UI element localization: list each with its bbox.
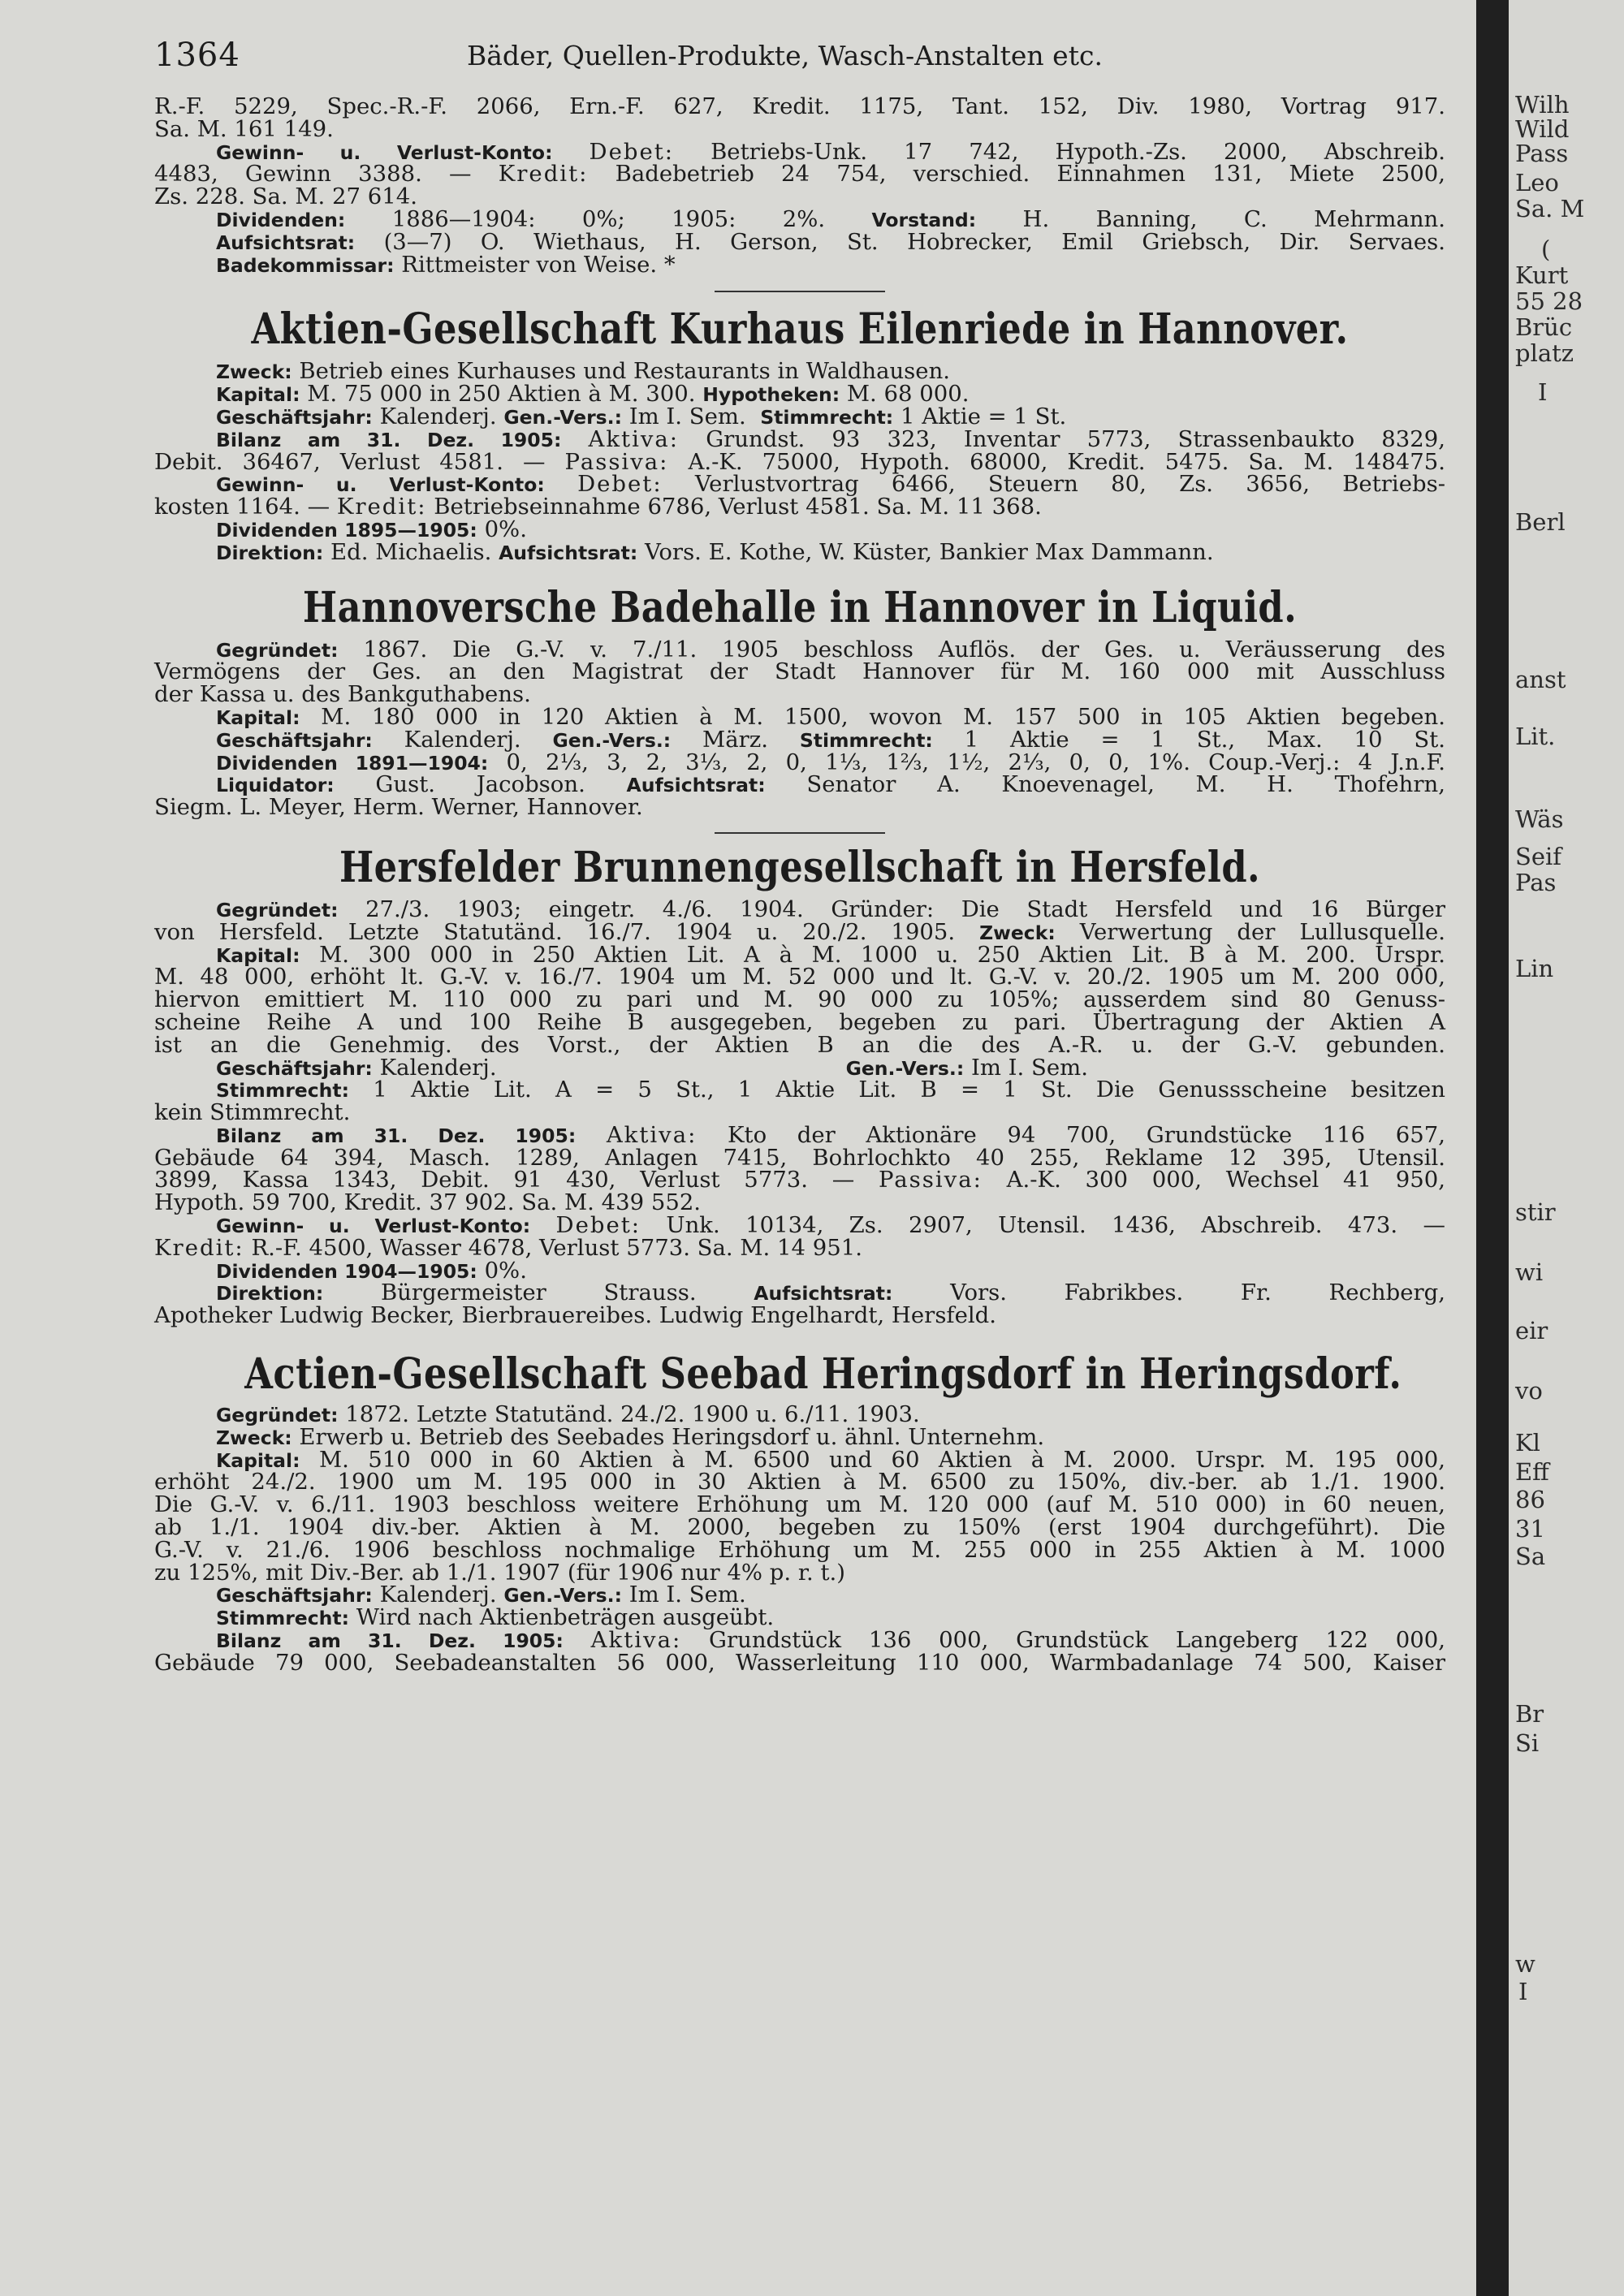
text-line: ist an die Genehmig. des Vorst., der Aktien B an die des A.-R. u. der G.-V. gebunden. [154,1031,1445,1058]
adjacent-page-fragment: Br [1515,1700,1544,1728]
field-label: Vorstand: [871,208,977,231]
entry-title: Hersfelder Brunnengesellschaft in Hersfeld. [339,842,1261,892]
adjacent-page-fragment: Lin [1515,955,1554,982]
entry-title: Actien-Gesellschaft Seebad Heringsdorf in Heringsdorf. [244,1349,1402,1400]
adjacent-page-fragment: w [1515,1950,1535,1978]
field-value: Im I. Sem. [628,1582,746,1608]
text-line [154,636,1445,662]
adjacent-page-fragment: Sa [1515,1543,1546,1570]
book-binding-gutter [1476,0,1509,2296]
entry-seebad-heringsdorf [154,1349,1445,1675]
text-line [154,1079,1445,1102]
text-line [154,771,1445,798]
adjacent-page-fragment: Si [1515,1729,1540,1757]
field-value: Grundstück 136 000, Grundstück Langeberg 122 000, [709,1627,1446,1654]
field-label: Gen.-Vers.: [552,728,672,752]
field-label: Stimmrecht: [799,728,933,752]
field-label: Stimmrecht: [216,1607,350,1630]
text-line [154,703,1446,730]
adjacent-page-fragment: stir [1515,1198,1556,1226]
field-value: 1 Aktie = 1 St. [900,403,1067,429]
field-label: Zweck: [216,360,292,384]
text-line [154,1169,1445,1192]
field-value: 1 Aktie = 1 St., Max. 10 St. [964,726,1445,753]
text-line [154,918,1445,945]
field-value: 1 Aktie Lit. A = 5 St., 1 Aktie Lit. B = 1 St. Die Genussscheine besitzen [373,1077,1445,1103]
field-value: Vors. Fabrikbes. Fr. Rechberg, [950,1280,1445,1306]
adjacent-page-fragment: 55 28 [1515,287,1583,315]
field-label: Bilanz am 31. Dez. 1905: [216,428,562,451]
field-value: Wird nach Aktienbeträgen ausgeübt. [356,1604,775,1631]
text-line: M. 48 000, erhöht lt. G.-V. v. 16./7. 1904 um M. 52 000 und lt. G.-V. v. 20./2. 1905 um M. 200 000, [154,964,1445,990]
adjacent-page-fragment: Pass [1515,140,1569,167]
text-line: Apotheker Ludwig Becker, Bierbrauereibes. Ludwig Engelhardt, Hersfeld. [154,1302,997,1329]
field-value: Betriebseinnahme 6786, Verlust 4581. Sa. M. 11 368. [434,494,1042,520]
field-value: Verwertung der Lullusquelle. [1079,918,1445,945]
text-line [154,1257,1445,1284]
adjacent-page-fragment: I [1538,378,1548,406]
field-value: 1872. Letzte Statutänd. 24./2. 1900 u. 6./11. 1903. [345,1401,920,1428]
field-label: Direktion: [216,1282,324,1306]
field-value: Kalenderj. [379,1582,497,1608]
field-value: 1886—1904: 0%; 1905: 2%. [391,205,826,232]
field-value: Betrieb eines Kurhauses und Restaurants in Waldhausen. [299,358,951,385]
text-line [154,726,1445,753]
field-label: Gewinn- u. Verlust-Konto: [216,140,553,164]
field-label: Kredit: [498,161,589,188]
adjacent-page-fragment: platz [1515,339,1574,367]
field-label: Aktiva: [606,1121,698,1148]
text-line: Vermögens der Ges. an den Magistrat der Stadt Hannover für M. 160 000 mit Ausschluss [154,658,1445,685]
text-line [154,448,1445,475]
field-label: Gewinn- u. Verlust-Konto: [216,473,545,497]
field-value: Rittmeister von Weise. * [401,251,676,278]
text-line: Zs. 228. Sa. M. 27 614. [154,183,417,210]
field-label: Direktion: [216,541,324,564]
field-value: Gust. Jacobson. [375,771,585,798]
entry-title: Aktien-Gesellschaft Kurhaus Eilenriede in Hannover. [251,304,1349,355]
field-label: Kredit: [336,494,427,520]
text-line [154,228,1445,255]
adjacent-page-fragment: wi [1515,1258,1544,1286]
field-value: M. 68 000. [846,381,970,408]
field-label: Zweck: [979,921,1056,944]
adjacent-page-fragment: eir [1515,1317,1548,1344]
field-label: Aufsichtsrat: [216,231,356,254]
adjacent-page-fragment: Pas [1515,869,1557,896]
field-label: Gen.-Vers.: [503,405,622,429]
text-line [154,538,1445,565]
field-value: Im I. Sem. [971,1054,1088,1081]
field-label: Kapital: [216,383,300,407]
adjacent-page-fragment: 31 [1515,1515,1545,1543]
field-label: Debet: [555,1212,641,1239]
adjacent-page-fragment: Wilh [1515,91,1570,119]
field-label: Geschäftsjahr: [216,1056,373,1080]
text-line [154,1423,1445,1450]
section-divider [715,832,885,834]
field-value: Im I. Sem. [628,403,746,429]
field-value: Erwerb u. Betrieb des Seebades Heringsdorf u. ähnl. Unternehm. [299,1423,1045,1450]
field-label: Gen.-Vers.: [845,1056,965,1080]
text-line: Gebäude 64 394, Masch. 1289, Anlagen 7415, Bohrlochkto 40 255, Reklame 12 395, Utensil. [154,1144,1445,1171]
field-value: R.-F. 4500, Wasser 4678, Verlust 5773. Sa. M. 14 951. [251,1234,863,1261]
field-label: Dividenden 1891—1904: [216,751,489,775]
text-line [154,1054,1445,1081]
entry-hersfelder-brunnen [154,842,1445,1327]
field-label: Bilanz am 31. Dez. 1905: [216,1629,564,1653]
text-line [154,403,1445,429]
adjacent-page-fragment: Wäs [1515,805,1564,833]
text-line [154,941,1445,968]
field-value: 0%. [484,1257,527,1284]
field-label: Gegründet: [216,898,339,921]
field-value: Debit. 36467, Verlust 4581. — [154,448,546,475]
text-line: Die G.-V. v. 6./11. 1903 beschloss weitere Erhöhung um M. 120 000 (auf M. 510 000) in 60 neuen, [154,1491,1445,1518]
text-line: ab 1./1. 1904 div.-ber. Aktien à M. 2000, begeben zu 150% (erst 1904 durchgeführt). Die [154,1514,1445,1541]
text-line: G.-V. v. 21./6. 1906 beschloss nochmalige Erhöhung um M. 255 000 in 255 Aktien à M. 1000 [154,1536,1445,1563]
text-line [154,516,1445,542]
field-label: Gen.-Vers.: [503,1584,622,1608]
text-line: hiervon emittiert M. 110 000 zu pari und M. 90 000 zu 105%; ausserdem sind 80 Genuss- [154,986,1445,1013]
text-line: Gebäude 79 000, Seebadeanstalten 56 000, Wasserleitung 110 000, Warmbadanlage 74 500, Kaiser [154,1649,1445,1676]
text-line [154,1584,1445,1607]
text-line [154,360,1445,383]
section-divider [715,291,885,292]
field-value: Vors. E. Kothe, W. Küster, Bankier Max Dammann. [645,538,1214,565]
field-value: 0%. [484,516,527,542]
adjacent-page-fragment: Berl [1515,508,1566,536]
text-line [154,163,1445,186]
field-value: März. [702,726,768,753]
adjacent-page-fragment: Leo [1515,169,1559,196]
field-value: A.-K. 300 000, Wechsel 41 950, [1006,1167,1445,1193]
text-line: R.-F. 5229, Spec.-R.-F. 2066, Ern.-F. 627, Kredit. 1175, Tant. 152, Div. 1980, Vortrag 917. [154,93,1445,119]
adjacent-page-fragment: Kl [1515,1429,1540,1457]
field-label: Geschäftsjahr: [216,1584,373,1608]
page-header [154,37,1445,77]
field-value: Betriebs-Unk. 17 742, Hypoth.-Zs. 2000, Abschreib. [710,138,1445,165]
text-line [154,205,1446,232]
text-line [154,1604,1445,1631]
field-label: Passiva: [879,1167,983,1193]
text-line [154,383,1445,406]
field-label: Aktiva: [588,425,680,452]
text-line [154,1629,1445,1652]
field-label: Gegründet: [216,638,339,662]
field-label: Bilanz am 31. Dez. 1905: [216,1124,577,1147]
entry-badehalle-hannover [154,582,1445,819]
adjacent-page-fragment: anst [1515,666,1566,693]
running-title: Bäder, Quellen-Produkte, Wasch-Anstalten etc. [467,40,1103,71]
field-label: Kapital: [216,706,300,729]
field-value: A.-K. 75000, Hypoth. 68000, Kredit. 5475. Sa. M. 148475. [688,448,1445,475]
field-label: Dividenden 1895—1905: [216,518,477,542]
field-label: Hypotheken: [702,383,840,407]
text-line [154,1446,1445,1473]
field-label: Debet: [589,138,675,165]
adjacent-page-fragment: ( [1541,235,1551,263]
field-value: Kalenderj. [379,403,497,429]
text-line [154,496,1445,519]
field-value: 4483, Gewinn 3388. — [154,161,472,188]
field-value: Kto der Aktionäre 94 700, Grundstücke 116 657, [727,1121,1445,1148]
field-value: 0, 2⅓, 3, 2, 3⅓, 2, 0, 1⅓, 1⅔, 1½, 2⅓, 0, 0, 1%. Coup.-Verj.: 4 J.n.F. [506,749,1445,775]
page-number: 1364 [154,37,240,74]
adjacent-page-fragment: vo [1515,1377,1543,1405]
field-label: Kapital: [216,943,300,967]
text-line: erhöht 24./2. 1900 um M. 195 000 in 30 Aktien à M. 6500 zu 150%, div.-ber. ab 1./1. 1900. [154,1469,1445,1495]
field-value: 1867. Die G.-V. v. 7./11. 1905 beschloss Auflös. der Ges. u. Veräusserung des [363,636,1445,662]
field-value: Verlustvortrag 6466, Steuern 80, Zs. 3656, Betriebs- [694,471,1445,498]
adjacent-page-fragment: Eff [1515,1458,1549,1486]
field-label: Debet: [577,471,663,498]
page-content [154,93,1446,1676]
text-line [154,749,1445,775]
field-label: Aufsichtsrat: [626,774,766,797]
text-line [154,1401,1445,1428]
field-label: Dividenden 1904—1905: [216,1259,477,1283]
field-label: Gegründet: [216,1404,339,1427]
entry-title: Hannoversche Badehalle in Hannover in Liquid. [302,582,1298,632]
field-label: Stimmrecht: [760,405,894,429]
field-label: Kredit: [154,1234,244,1261]
field-label: Aktiva: [590,1627,682,1654]
adjacent-page-fragment: I [1518,1978,1528,2005]
text-line [154,251,1445,278]
text-line: scheine Reihe A und 100 Reihe B ausgegeben, begeben zu pari. Übertragung der Aktien A [154,1008,1445,1035]
text-line [154,473,1445,496]
field-value: Kalenderj. [379,1054,497,1081]
adjacent-page-fragment: Wild [1515,115,1570,143]
field-value: 3899, Kassa 1343, Debit. 91 430, Verlust 5773. — [154,1167,855,1193]
adjacent-page-fragment: Seif [1515,843,1562,870]
text-line [154,1212,1445,1239]
text-line [154,896,1446,922]
field-value: kosten 1164. — [154,494,330,520]
field-label: Geschäftsjahr: [216,728,373,752]
field-value: M. 510 000 in 60 Aktien à M. 6500 und 60 Aktien à M. 2000. Urspr. M. 195 000, [318,1446,1445,1473]
field-label: Dividenden: [216,208,346,231]
text-line: Sa. M. 161 149. [154,115,334,142]
field-value: Senator A. Knoevenagel, M. H. Thofehrn, [806,771,1445,798]
text-line: kein Stimmrecht. [154,1099,351,1126]
field-value: M. 75 000 in 250 Aktien à M. 300. [307,381,696,408]
text-line: der Kassa u. des Bankguthabens. [154,681,531,708]
adjacent-page-fragment: Kurt [1515,261,1569,289]
field-label: Zweck: [216,1426,292,1449]
text-line [154,1121,1445,1148]
adjacent-page-edge [1509,0,1624,2296]
field-label: Aufsichtsrat: [754,1282,893,1306]
intro-entry [154,93,1446,278]
field-label: Passiva: [564,448,669,475]
field-label: Liquidator: [216,774,335,797]
field-label: Badekommissar: [216,253,395,277]
text-line [154,425,1445,452]
text-line: Siegm. L. Meyer, Herm. Werner, Hannover. [154,794,643,821]
field-value: M. 180 000 in 120 Aktien à M. 1500, wovon M. 157 500 in 105 Aktien begeben. [321,703,1446,730]
field-label: Geschäftsjahr: [216,405,373,429]
field-value: Ed. Michaelis. [330,538,492,565]
field-value: Bürgermeister Strauss. [380,1280,697,1306]
field-value: Badebetrieb 24 754, verschied. Einnahmen 131, Miete 2500, [615,161,1445,188]
field-value: (3—7) O. Wiethaus, H. Gerson, St. Hobrecker, Emil Griebsch, Dir. Servaes. [383,228,1445,255]
field-value: M. 300 000 in 250 Aktien Lit. A à M. 1000 u. 250 Aktien Lit. B à M. 200. Urspr. [319,941,1445,968]
text-line: Hypoth. 59 700, Kredit. 37 902. Sa. M. 439 552. [154,1189,702,1216]
adjacent-page-fragment: Lit. [1515,723,1556,750]
adjacent-page-fragment: 86 [1515,1486,1545,1513]
field-value: von Hersfeld. Letzte Statutänd. 16./7. 1904 u. 20./2. 1905. [154,918,956,945]
field-label: Kapital: [216,1448,300,1472]
entry-kurhaus-eilenriede [154,304,1445,563]
text-line: zu 125%, mit Div.-Ber. ab 1./1. 1907 (für 1906 nur 4% p. r. t.) [154,1559,846,1586]
adjacent-page-fragment: Brüc [1515,313,1573,341]
field-value: Grundst. 93 323, Inventar 5773, Strassenbaukto 8329, [706,425,1445,452]
field-value: 27./3. 1903; eingetr. 4./6. 1904. Gründer: Die Stadt Hersfeld und 16 Bürger [365,896,1446,922]
text-line [154,1234,1445,1261]
field-value: Kalenderj. [404,726,521,753]
field-value: H. Banning, C. Mehrmann. [1022,205,1446,232]
field-label: Gewinn- u. Verlust-Konto: [216,1215,531,1238]
field-label: Aufsichtsrat: [499,541,638,564]
adjacent-page-fragment: Sa. M [1515,195,1585,222]
text-line [154,138,1445,165]
field-label: Stimmrecht: [216,1079,350,1103]
text-line [154,1282,1445,1305]
field-value: Unk. 10134, Zs. 2907, Utensil. 1436, Abschreib. 473. — [666,1212,1445,1239]
